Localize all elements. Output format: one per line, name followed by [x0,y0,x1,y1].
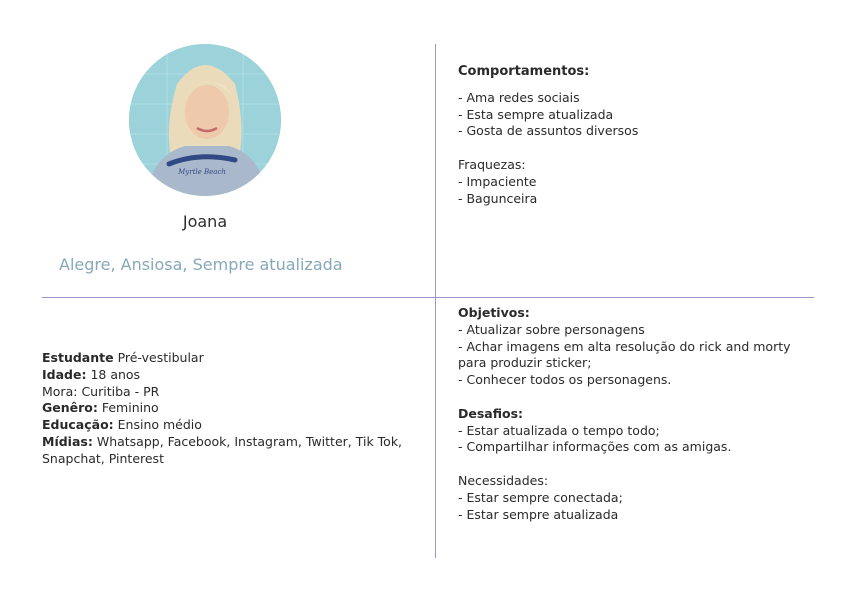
need-item: - Estar sempre atualizada [458,506,619,522]
goals-section [458,305,791,523]
weakness-item: - Bagunceira [458,190,538,206]
spacer [458,140,638,157]
needs-title: Necessidades: [458,472,549,488]
need-item: - Estar sempre conectada; [458,489,623,505]
profile-gender [42,400,402,417]
avatar-photo [129,44,281,196]
media-value: Whatsapp, Facebook, Instagram, Twitter, Tik Tok, [96,433,403,449]
gender-value: Feminino [101,400,159,416]
gender-label: Genêro: [42,400,98,416]
occupation-value: Pré-vestibular [117,350,204,365]
spacer [458,389,791,406]
weakness-item: - Impaciente [458,173,537,189]
horizontal-divider [42,297,814,298]
media-label: Mídias: [42,433,93,449]
behavior-item: - Gosta de assuntos diversos [458,123,639,139]
goal-item: - Atualizar sobre personagens [458,321,645,337]
profile-media [42,434,402,451]
profile-education [42,417,402,434]
weaknesses-title: Fraquezas: [458,156,526,172]
profile-media-cont: Snapchat, Pinterest [42,450,164,466]
behaviors-title: Comportamentos: [458,64,590,79]
avatar [129,44,281,196]
goal-item: - Achar imagens em alta resolução do rick and morty [458,338,791,354]
challenges-title: Desafios: [458,405,524,421]
age-value: 18 anos [90,366,141,382]
behaviors-section [458,64,638,207]
persona-traits: Alegre, Ansiosa, Sempre atualizada [59,255,343,274]
profile-section [42,350,402,468]
sweatshirt-text: Myrtle Beach [178,168,226,176]
occupation-label: Estudante [42,350,114,365]
vertical-divider [435,44,436,558]
challenge-item: - Compartilhar informações com as amigas. [458,439,732,455]
spacer [458,456,791,473]
behavior-item: - Ama redes sociais [458,89,580,105]
profile-city [42,384,402,401]
persona-name: Joana [182,212,228,231]
education-label: Educação: [42,417,114,433]
challenge-item: - Estar atualizada o tempo todo; [458,422,660,438]
goals-title: Objetivos: [458,305,530,320]
age-label: Idade: [42,366,87,382]
city-value: Curitiba - PR [81,383,160,399]
profile-age [42,367,402,384]
city-label: Mora: [42,383,78,399]
education-value: Ensino médio [117,417,202,433]
behavior-item: - Esta sempre atualizada [458,106,614,122]
goal-item: - Conhecer todos os personagens. [458,372,672,388]
goal-item: para produzir sticker; [458,355,592,371]
profile-occupation [42,350,402,367]
